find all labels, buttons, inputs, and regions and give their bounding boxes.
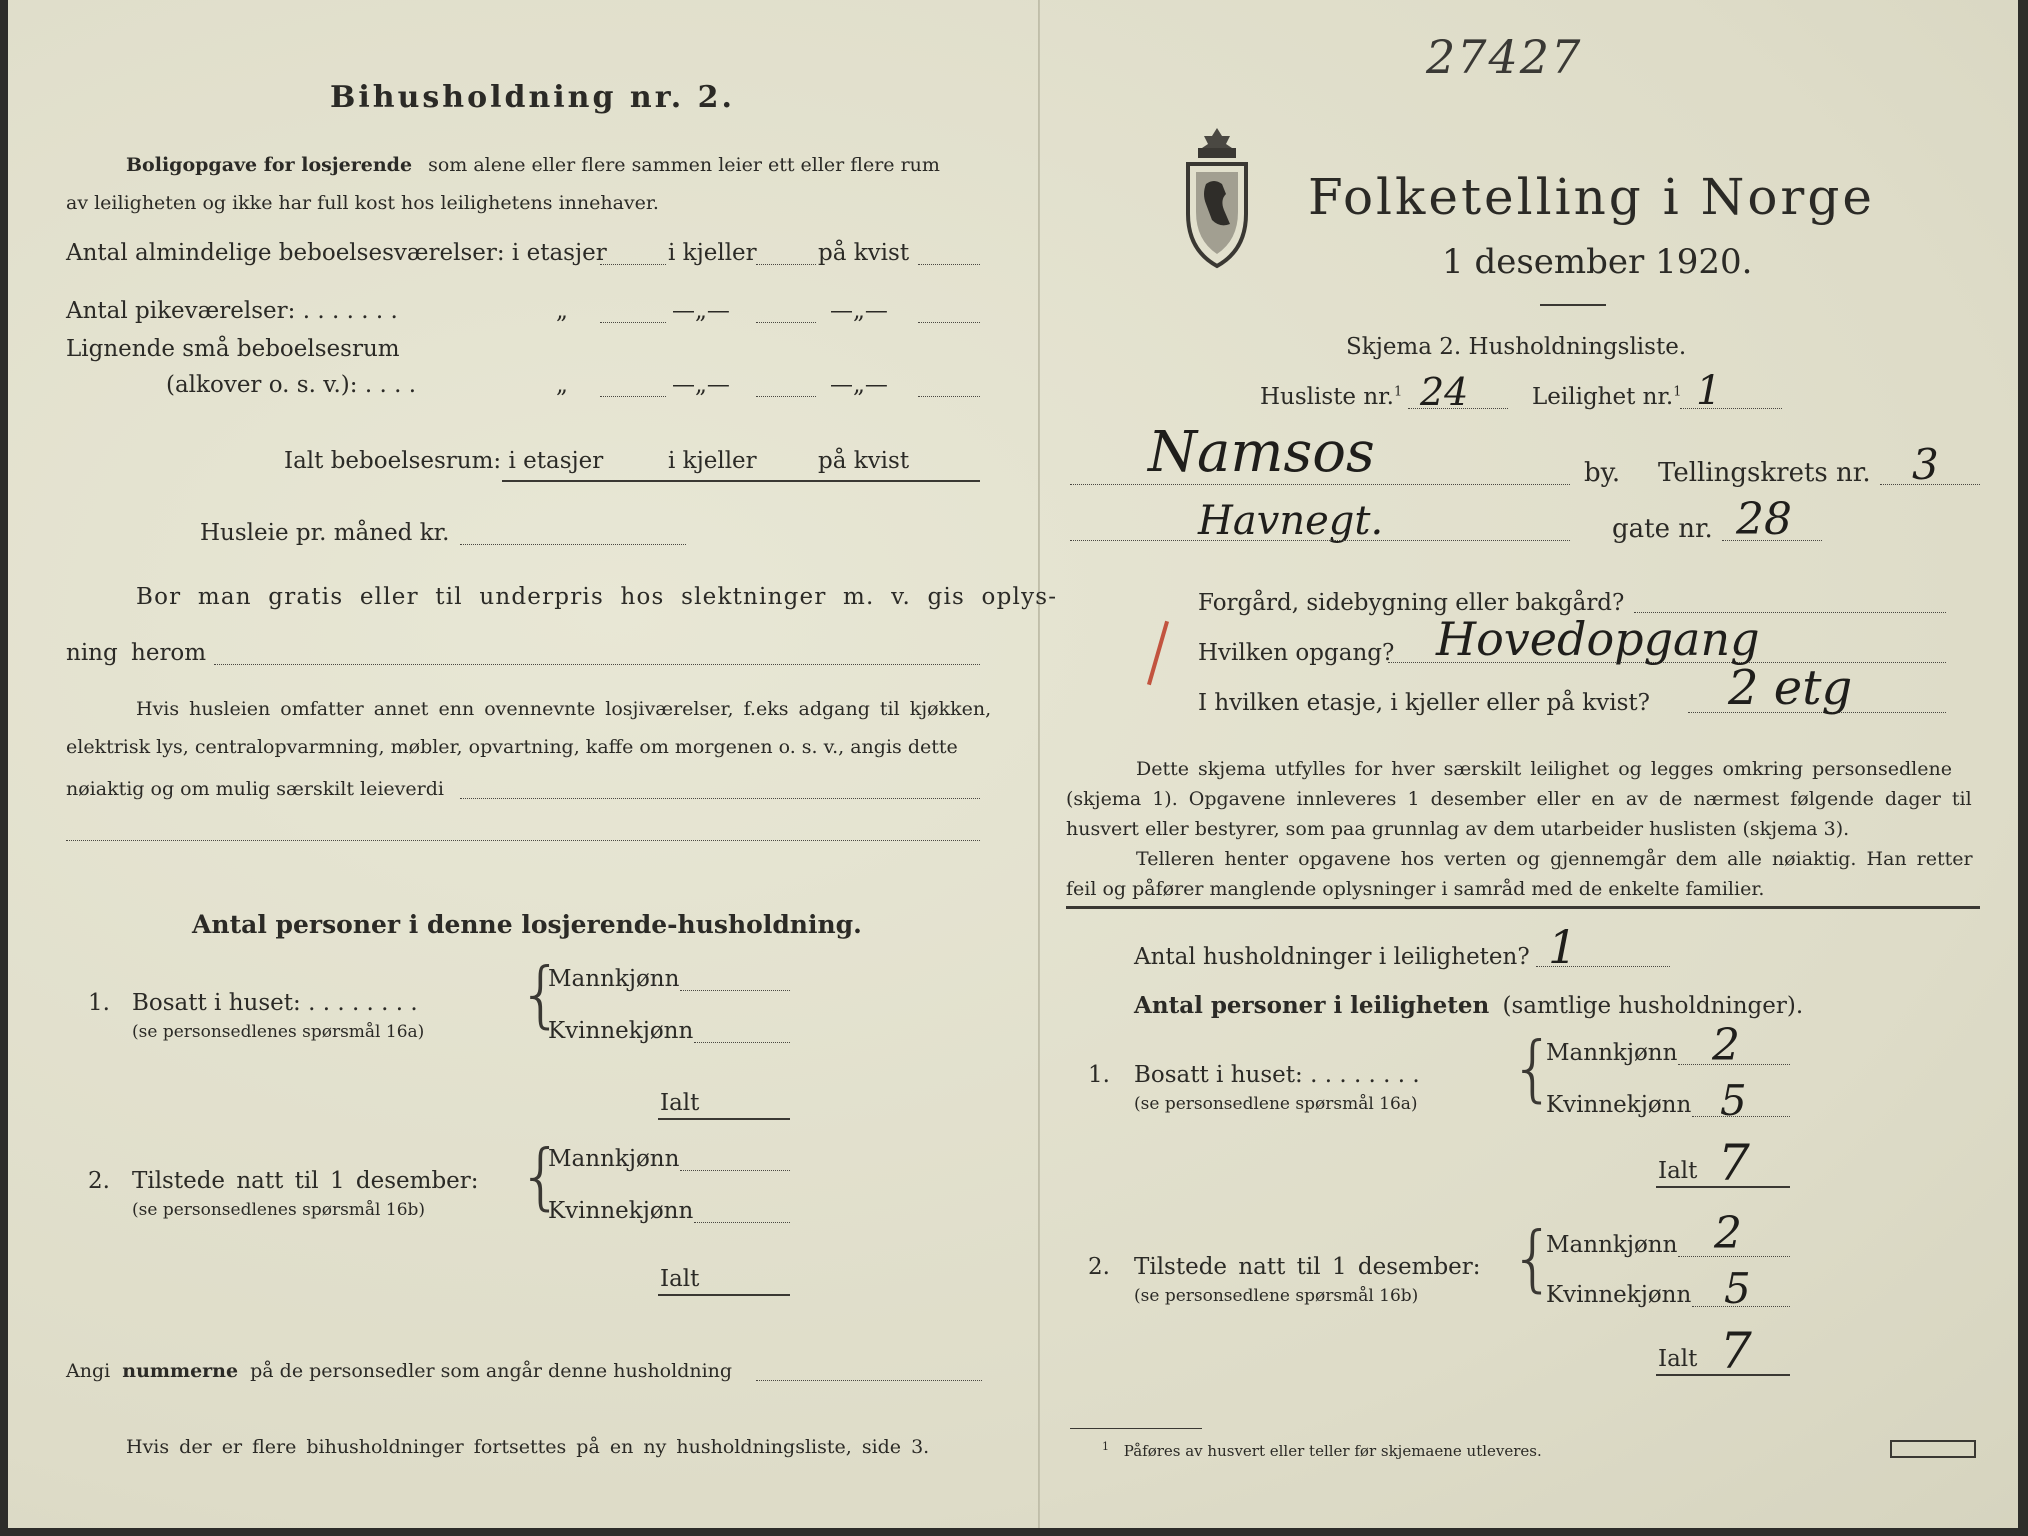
left-q2-label: Tilstede natt til 1 desember: (132, 1168, 479, 1194)
lignende-kvist-field[interactable] (918, 396, 980, 397)
gratis-line-2: ning herom (66, 640, 207, 666)
husholdninger-label: Antal husholdninger i leiligheten? (1134, 944, 1530, 970)
census-form-sheet (8, 0, 2018, 1528)
left-q1-label: Bosatt i huset: . . . . . . . . (132, 990, 418, 1016)
pike-kjeller-field[interactable] (756, 322, 816, 323)
right-q1-ialt-label: Ialt (1658, 1158, 1698, 1184)
rooms-label: Antal almindelige beboelsesværelser: i etasjer (66, 240, 607, 266)
intro-rest: som alene eller flere sammen leier ett eller flere rum (428, 154, 940, 176)
footnote (1102, 1440, 1542, 1460)
left-q1-ialt-field[interactable] (658, 1118, 790, 1120)
lignende-etasjer-field[interactable] (600, 396, 666, 397)
left-q2-mann-label: Mannkjønn (548, 1146, 680, 1172)
rooms-kjeller-label: i kjeller (668, 240, 757, 266)
gate-value: 28 (1736, 494, 1792, 545)
footnote-num: 1 (1102, 1440, 1109, 1453)
lignende-label-2: (alkover o. s. v.): . . . . (166, 372, 417, 398)
right-q2-sub: (se personsedlene spørsmål 16b) (1134, 1286, 1419, 1306)
opgang-value: Hovedopgang (1436, 612, 1760, 666)
angi-start: Angi (66, 1360, 111, 1382)
footnote-rule (1070, 1428, 1202, 1429)
right-q2-brace: { (1510, 1216, 1556, 1300)
left-q1-mann-label: Mannkjønn (548, 966, 680, 992)
left-q1-kvinne-field[interactable] (694, 1042, 790, 1043)
hvis-line-1: Hvis husleien omfatter annet enn ovennevnte losjiværelser, f.eks adgang til kjøkken, (136, 698, 992, 720)
rooms-kvist-label: på kvist (818, 240, 910, 266)
pike-ditto: „ (556, 298, 568, 324)
left-q1-num: 1. (88, 990, 110, 1016)
lignende-ditto-2: —„— (672, 372, 730, 398)
instr-line-4: Telleren henter opgavene hos verten og gjennemgår dem alle nøiaktig. Han retter (1136, 848, 1973, 870)
street-field[interactable] (1070, 540, 1570, 541)
gratis-field[interactable] (214, 664, 980, 665)
norway-coat-of-arms-icon (1178, 124, 1256, 274)
rooms-kvist-field[interactable] (918, 264, 980, 265)
right-q1-ialt-value: 7 (1718, 1134, 1750, 1192)
instr-line-2: (skjema 1). Opgavene innleveres 1 desember eller en av de nærmest følgende dager til (1066, 788, 1972, 810)
left-q2-ialt-label: Ialt (660, 1266, 700, 1292)
city-field[interactable] (1070, 484, 1570, 485)
rooms-etasjer-field[interactable] (600, 264, 666, 265)
right-q1-kvinne-value: 5 (1720, 1076, 1747, 1125)
left-q2-sub: (se personsedlenes spørsmål 16b) (132, 1200, 426, 1220)
right-q1-label: Bosatt i huset: . . . . . . . . (1134, 1062, 1420, 1088)
husleie-field[interactable] (460, 544, 686, 545)
left-q1-sub: (se personsedlenes spørsmål 16a) (132, 1022, 425, 1042)
pike-kvist-field[interactable] (918, 322, 980, 323)
left-heading: Bihusholdning nr. 2. (330, 80, 735, 115)
instr-line-5: feil og påfører manglende oplysninger i samråd med de enkelte familier. (1066, 878, 1765, 900)
instructions-block (1066, 754, 1980, 904)
angi-line (66, 1360, 732, 1382)
husliste-label: Husliste nr.$^1$ (1260, 384, 1403, 410)
leilighet-label: Leilighet nr.$^1$ (1532, 384, 1682, 410)
left-footer: Hvis der er flere bihusholdninger fortsettes på en ny husholdningsliste, side 3. (126, 1436, 930, 1458)
ialt-kjeller-label: i kjeller (668, 448, 757, 474)
husleie-label: Husleie pr. måned kr. (200, 520, 450, 546)
ialt-rooms-label: Ialt beboelsesrum: i etasjer (284, 448, 604, 474)
instr-line-1: Dette skjema utfylles for hver særskilt leilighet og legges omkring personsedlene (1136, 758, 1952, 780)
hvis-line-2: elektrisk lys, centralopvarmning, møbler, opvartning, kaffe om morgenen o. s. v., angis dette (66, 736, 958, 758)
ialt-kvist-label: på kvist (818, 448, 910, 474)
right-q2-ialt-label: Ialt (1658, 1346, 1698, 1372)
schema-label: Skjema 2. Husholdningsliste. (1346, 334, 1687, 360)
pike-label: Antal pikeværelser: . . . . . . . (66, 298, 398, 324)
stamp-number: 27427 (1426, 30, 1583, 84)
left-q2-mann-field[interactable] (680, 1170, 790, 1171)
right-q1-num: 1. (1088, 1062, 1110, 1088)
right-q1-brace: { (1510, 1026, 1556, 1110)
pike-etasjer-field[interactable] (600, 322, 666, 323)
etasje-value: 2 etg (1728, 660, 1853, 716)
left-q1-brace: { (518, 952, 564, 1036)
krets-label: Tellingskrets nr. (1658, 458, 1871, 488)
ialt-rooms-rule (502, 480, 980, 482)
lignende-ditto: „ (556, 372, 568, 398)
left-q2-brace: { (518, 1134, 564, 1218)
form-date: 1 desember 1920. (1442, 242, 1753, 282)
right-q2-num: 2. (1088, 1254, 1110, 1280)
footnote-text: Påføres av husvert eller teller før skjemaene utleveres. (1123, 1442, 1542, 1460)
right-q2-label: Tilstede natt til 1 desember: (1134, 1254, 1481, 1280)
opgang-label: Hvilken opgang? (1198, 640, 1395, 666)
right-persons-rest: (samtlige husholdninger). (1502, 993, 1804, 1019)
right-persons-heading (1134, 992, 1803, 1019)
title-rule (1540, 304, 1606, 306)
intro-bold: Boligopgave for losjerende (126, 154, 413, 176)
left-q1-mann-field[interactable] (680, 990, 790, 991)
hvis-field-2[interactable] (66, 840, 980, 841)
instr-line-3: husvert eller bestyrer, som paa grunnlag av dem utarbeider huslisten (skjema 3). (1066, 818, 1850, 840)
right-q1-mann-value: 2 (1712, 1020, 1740, 1071)
forgaard-label: Forgård, sidebygning eller bakgård? (1198, 590, 1625, 616)
angi-field[interactable] (756, 1380, 982, 1381)
etasje-label: I hvilken etasje, i kjeller eller på kvist? (1198, 690, 1650, 716)
left-q2-num: 2. (88, 1168, 110, 1194)
husholdninger-value: 1 (1548, 920, 1578, 974)
by-label: by. (1584, 458, 1621, 488)
angi-rest: på de personsedler som angår denne husholdning (250, 1360, 733, 1382)
right-q2-mann-label: Mannkjønn (1546, 1232, 1678, 1258)
husliste-value: 24 (1420, 370, 1469, 414)
leilighet-value: 1 (1696, 368, 1722, 414)
left-q2-kvinne-label: Kvinnekjønn (548, 1198, 694, 1224)
krets-value: 3 (1912, 440, 1939, 489)
form-title: Folketelling i Norge (1308, 168, 1875, 226)
gratis-line-1: Bor man gratis eller til underpris hos slektninger m. v. gis oplys- (136, 584, 1058, 610)
instructions-rule (1066, 906, 1980, 909)
right-q2-kvinne-label: Kvinnekjønn (1546, 1282, 1692, 1308)
right-persons-bold: Antal personer i leiligheten (1134, 992, 1490, 1019)
right-q2-mann-value: 2 (1714, 1208, 1742, 1259)
lignende-label-1: Lignende små beboelsesrum (66, 336, 400, 362)
city-value: Namsos (1148, 420, 1375, 485)
gate-label: gate nr. (1612, 514, 1713, 544)
lignende-kjeller-field[interactable] (756, 396, 816, 397)
left-q1-ialt-label: Ialt (660, 1090, 700, 1116)
pike-ditto-3: —„— (830, 298, 888, 324)
right-q2-kvinne-value: 5 (1724, 1264, 1751, 1313)
left-q2-ialt-field[interactable] (658, 1294, 790, 1296)
left-persons-heading: Antal personer i denne losjerende-husholdning. (192, 910, 862, 939)
intro-line-1 (126, 154, 940, 176)
red-pencil-mark (1147, 621, 1169, 686)
left-q2-kvinne-field[interactable] (694, 1222, 790, 1223)
printer-mark (1890, 1440, 1976, 1458)
right-q1-sub: (se personsedlene spørsmål 16a) (1134, 1094, 1418, 1114)
right-q1-mann-label: Mannkjønn (1546, 1040, 1678, 1066)
street-value: Havnegt. (1198, 498, 1384, 544)
pike-ditto-2: —„— (672, 298, 730, 324)
hvis-field[interactable] (460, 798, 980, 799)
lignende-ditto-3: —„— (830, 372, 888, 398)
angi-bold: nummerne (122, 1360, 239, 1382)
left-q1-kvinne-label: Kvinnekjønn (548, 1018, 694, 1044)
page-fold (1038, 0, 1040, 1528)
right-q2-ialt-value: 7 (1720, 1322, 1752, 1380)
rooms-kjeller-field[interactable] (756, 264, 816, 265)
intro-line-2: av leiligheten og ikke har full kost hos leilighetens innehaver. (66, 192, 659, 214)
hvis-line-3: nøiaktig og om mulig særskilt leieverdi (66, 778, 444, 800)
right-q1-kvinne-label: Kvinnekjønn (1546, 1092, 1692, 1118)
